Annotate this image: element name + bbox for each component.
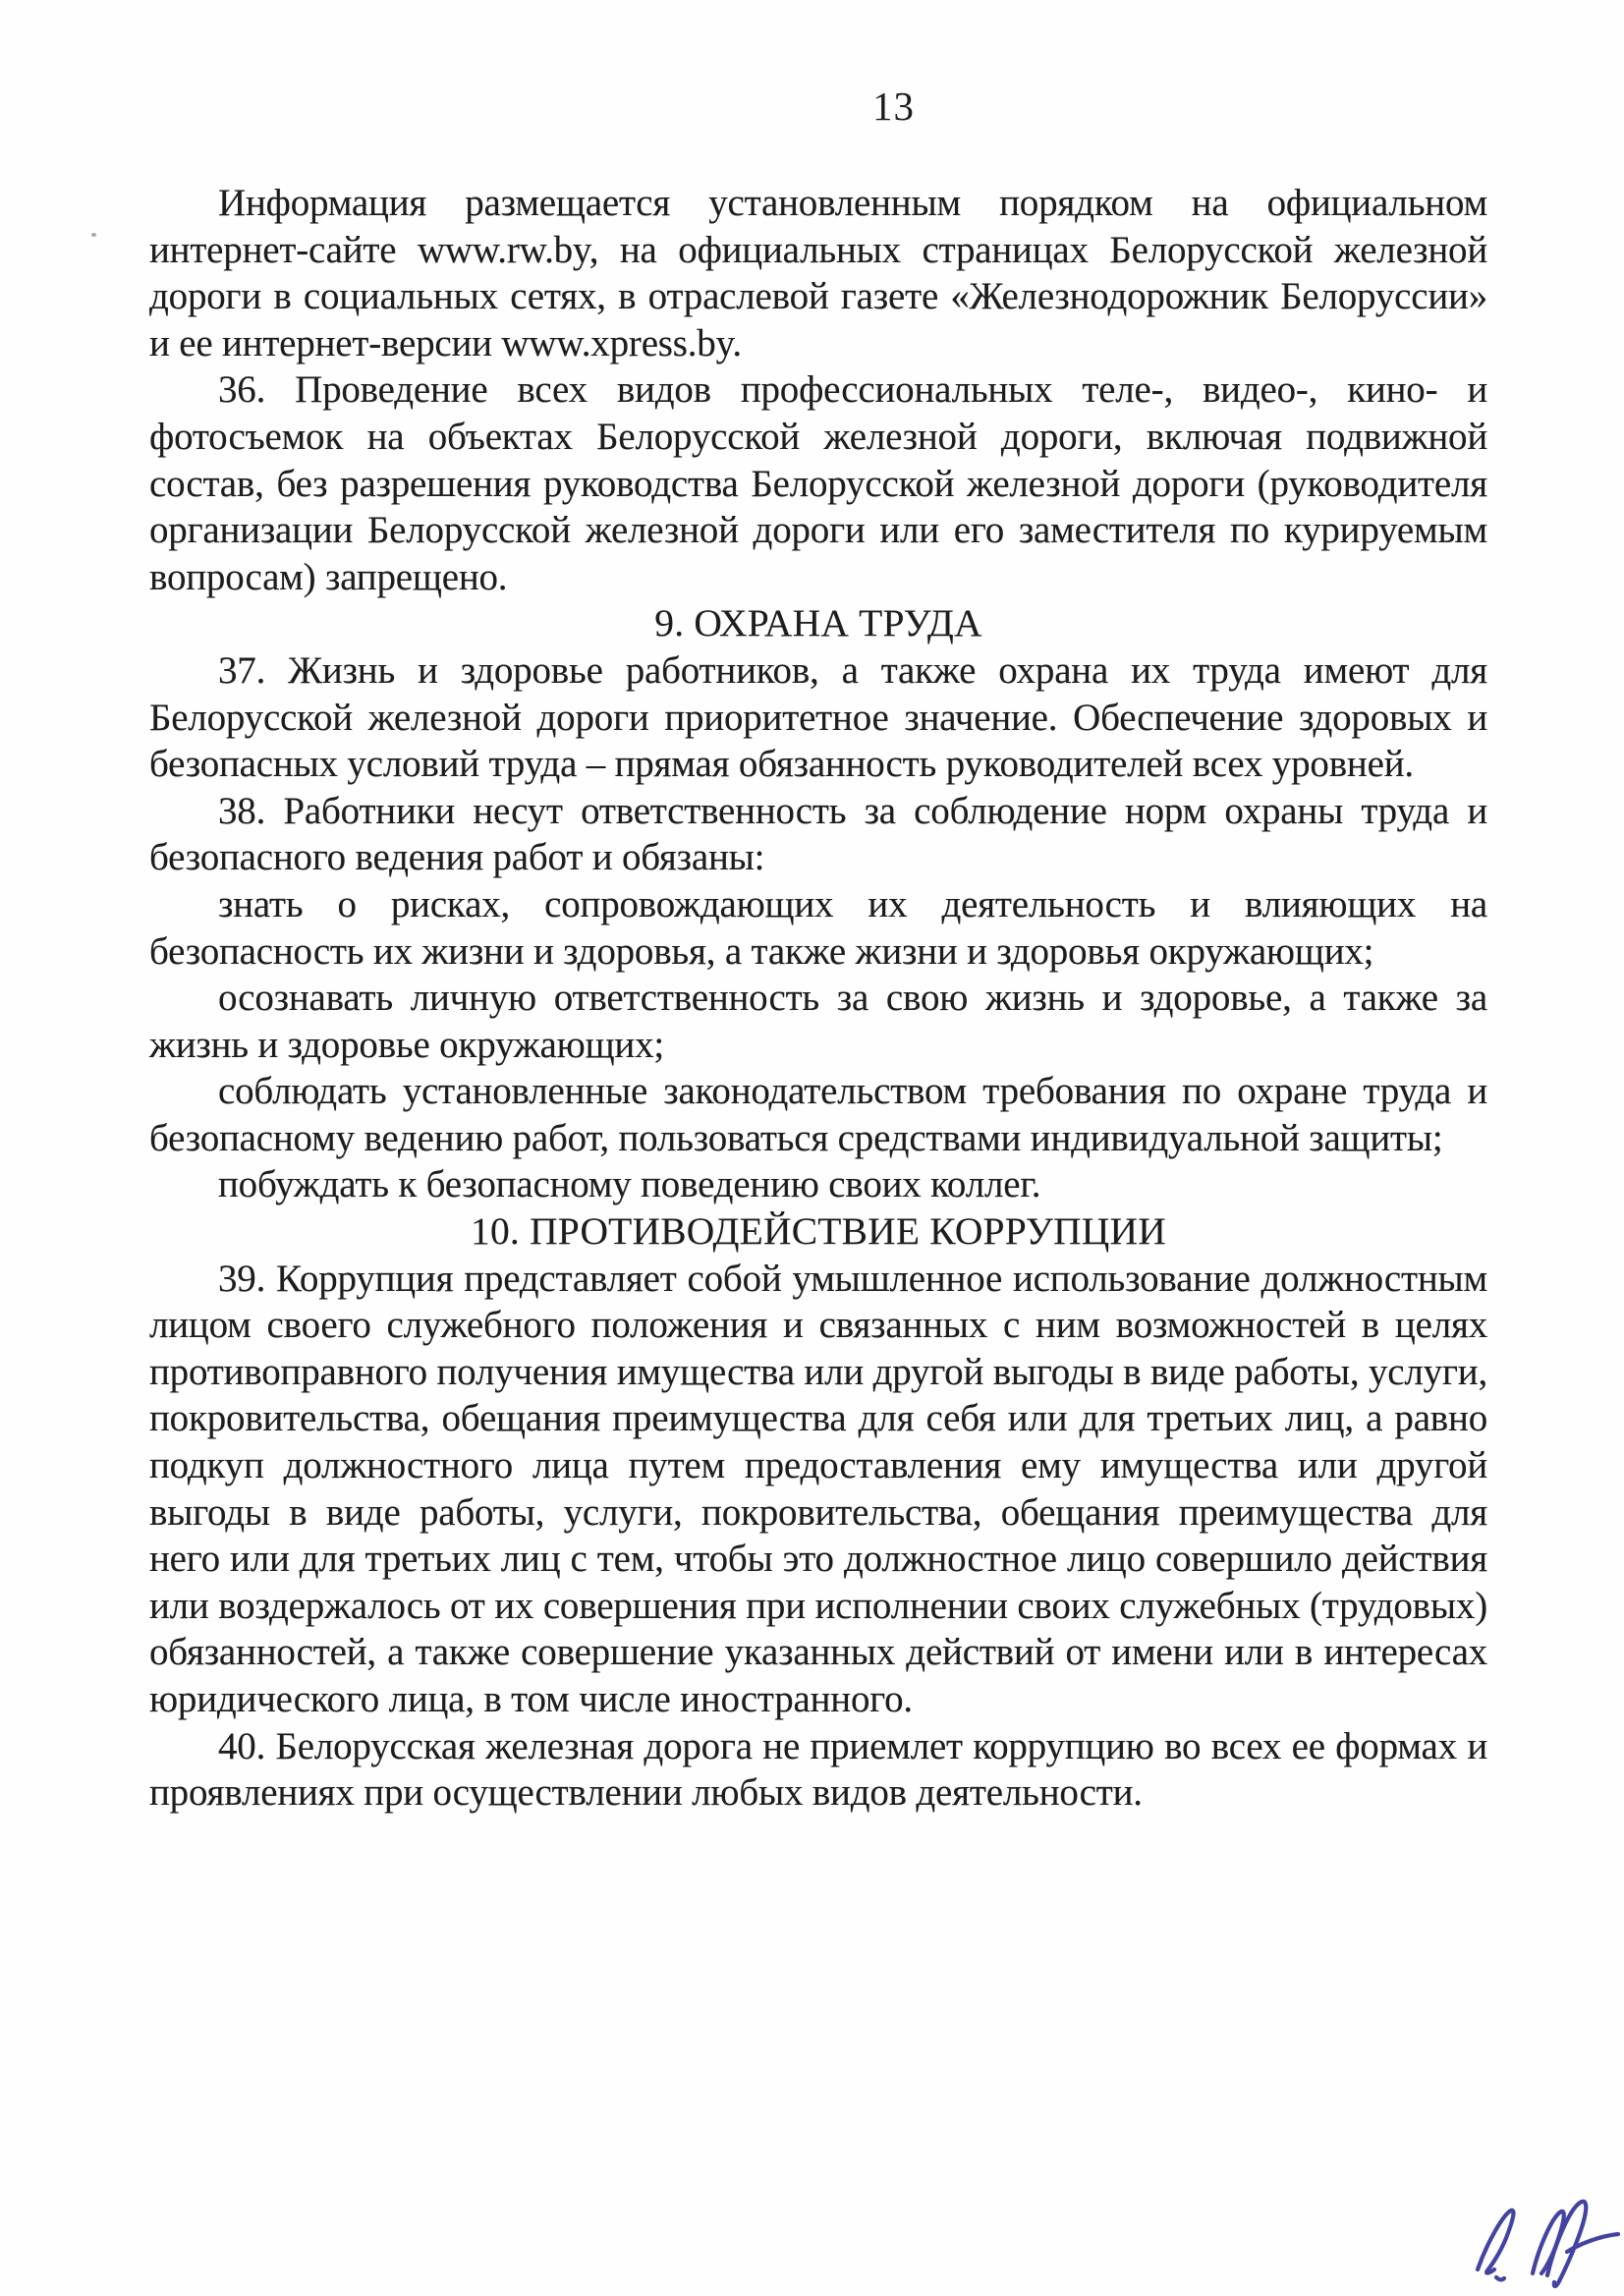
handwritten-signature — [1464, 2191, 1624, 2294]
paragraph-40: 40. Белорусская железная дорога не приемлет коррупцию во всех ее формах и проявлениях при осуществлении любых видов деятельности. — [149, 1724, 1487, 1815]
paragraph-37: 37. Жизнь и здоровье работников, а также охрана их труда имеют для Белорусской железной дороги приоритетное значение. Обеспечение здоровых и безопасных условий труда – прямая обязанность руководителей всех уровней. — [149, 648, 1487, 786]
paragraph-39: 39. Коррупция представляет собой умышленное использование должностным лицом своего служебного положения и связанных с ним возможностей в целях противоправного получения имущества или другой выгоды в виде работы, услуги, покровительства, обещания преимущества для себя или для третьих лиц, а равно подкуп должностного лица путем предоставления ему имущества или другой выгоды в виде работы, услуги, покровительства, обещания преимущества для него или для третьих лиц с тем, чтобы это должностное лицо совершило действия или воздержалось от их совершения при исполнении своих служебных (трудовых) обязанностей, а также совершение указанных действий от имени или в интересах юридического лица, в том числе иностранного. — [149, 1257, 1487, 1720]
section-9-heading: 9. ОХРАНА ТРУДА — [654, 601, 982, 645]
paragraph-38: 38. Работники несут ответственность за соблюдение норм охраны труда и безопасного ведения работ и обязаны: — [149, 789, 1487, 879]
document-content — [149, 180, 1487, 1817]
duty-item-3: соблюдать установленные законодательством требования по охране труда и безопасному ведению работ, пользоваться средствами индивидуальной защиты; — [149, 1070, 1487, 1159]
paragraph-36: 36. Проведение всех видов профессиональных теле-, видео-, кино- и фотосъемок на объектах Белорусской железной дороги, включая подвижной состав, без разрешения руководства Белорусской железной дороги (руководителя организации Белорусской железной дороги или его заместителя по курируемым вопросам) запрещено. — [149, 368, 1487, 598]
scan-speck — [91, 233, 96, 237]
paragraph-intro: Информация размещается установленным порядком на официальном интернет-сайте www.rw.by, на официальных страницах Белорусской железной дороги в социальных сетях, в отраслевой газете «Железнодорожник Белоруссии» и ее интернет-версии www.xpress.by. — [149, 182, 1487, 364]
duty-item-1: знать о рисках, сопровождающих их деятельность и влияющих на безопасность их жизни и здоровья, а также жизни и здоровья окружающих; — [149, 882, 1487, 973]
duty-item-2: осознавать личную ответственность за свою жизнь и здоровье, а также за жизнь и здоровье окружающих; — [149, 977, 1487, 1066]
section-10-heading: 10. ПРОТИВОДЕЙСТВИЕ КОРРУПЦИИ — [471, 1209, 1166, 1254]
duty-item-4: побуждать к безопасному поведению своих коллег. — [218, 1163, 1041, 1206]
page-number: 13 — [872, 84, 915, 129]
